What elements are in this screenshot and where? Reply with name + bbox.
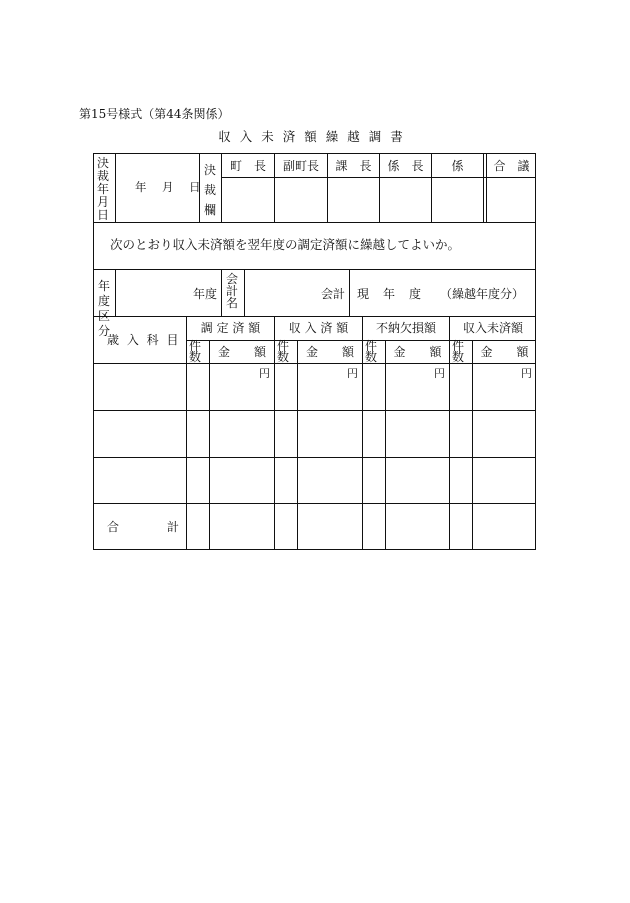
approval-statement: 次のとおり収入未済額を翌年度の調定済額に繰越してよいか。 <box>110 237 461 252</box>
yen-unit: 円 <box>434 367 445 380</box>
rule-v-year-3 <box>244 269 245 316</box>
decision-date-label: 決裁年月日 <box>96 156 109 222</box>
amount-label: 金 額 <box>393 345 442 359</box>
rule-v-year-2 <box>221 269 222 316</box>
amount-label: 金 額 <box>480 345 529 359</box>
role-subsection-chief: 係 長 <box>387 159 424 173</box>
rule-statement-bottom <box>93 269 536 270</box>
rule-v-table-2 <box>274 316 275 550</box>
rule-v-table-6 <box>297 340 298 550</box>
rule-group-header <box>186 340 536 341</box>
rule-v-year-1 <box>115 269 116 316</box>
rule-v-table-8 <box>472 340 473 550</box>
role-staff: 係 <box>451 159 464 173</box>
consultation-label: 合 議 <box>493 159 530 173</box>
rule-v-table-4 <box>449 316 450 550</box>
account-name-label: 会計名 <box>225 272 238 310</box>
amount-label: 金 額 <box>305 345 354 359</box>
count-label: 件数 <box>451 339 464 364</box>
role-deputy-mayor: 副町長 <box>282 159 319 173</box>
yen-unit: 円 <box>259 367 270 380</box>
received-amount-header: 収 入 済 額 <box>288 321 349 335</box>
rule-v-table-5 <box>209 340 210 550</box>
rule-row-1 <box>93 410 536 411</box>
year-class-label: 年度区分 <box>97 279 110 338</box>
revenue-item-header: 歳 入 科 目 <box>107 333 181 347</box>
rule-row-2 <box>93 457 536 458</box>
count-label: 件数 <box>188 339 201 364</box>
rule-v-year-4 <box>349 269 350 316</box>
document-title: 収入未済額繰越調書 <box>218 129 412 144</box>
rule-v-table-7 <box>385 340 386 550</box>
role-mayor: 町 長 <box>229 159 266 173</box>
count-label: 件数 <box>364 339 377 364</box>
role-section-chief: 課 長 <box>335 159 372 173</box>
current-year-label: 現 年 度 <box>357 287 423 301</box>
rule-approval-bottom <box>93 222 536 223</box>
decision-column-label: 決裁欄 <box>203 163 216 217</box>
unreceived-amount-header: 収入未済額 <box>462 321 523 335</box>
rule-v-approval-1 <box>115 153 116 222</box>
yen-unit: 円 <box>521 367 532 380</box>
rule-col-header-bottom <box>93 363 536 364</box>
rule-v-approval-8 <box>483 153 484 222</box>
rule-v-table-3 <box>362 316 363 550</box>
assessed-amount-header: 調 定 済 額 <box>200 321 261 335</box>
year-suffix: 年度 <box>193 287 218 301</box>
carryover-note: （繰越年度分） <box>440 287 525 301</box>
rule-v-table-1 <box>186 316 187 550</box>
account-suffix: 会計 <box>321 287 346 301</box>
decision-date-placeholder: 年 月 日 <box>135 180 203 194</box>
uncollectible-amount-header: 不納欠損額 <box>375 321 436 335</box>
count-label: 件数 <box>276 339 289 364</box>
rule-year-bottom <box>93 316 536 317</box>
yen-unit: 円 <box>347 367 358 380</box>
form-number-label: 第15号様式（第44条関係） <box>79 107 230 121</box>
total-label: 合 計 <box>107 520 180 534</box>
rule-row-3 <box>93 503 536 504</box>
amount-label: 金 額 <box>217 345 266 359</box>
